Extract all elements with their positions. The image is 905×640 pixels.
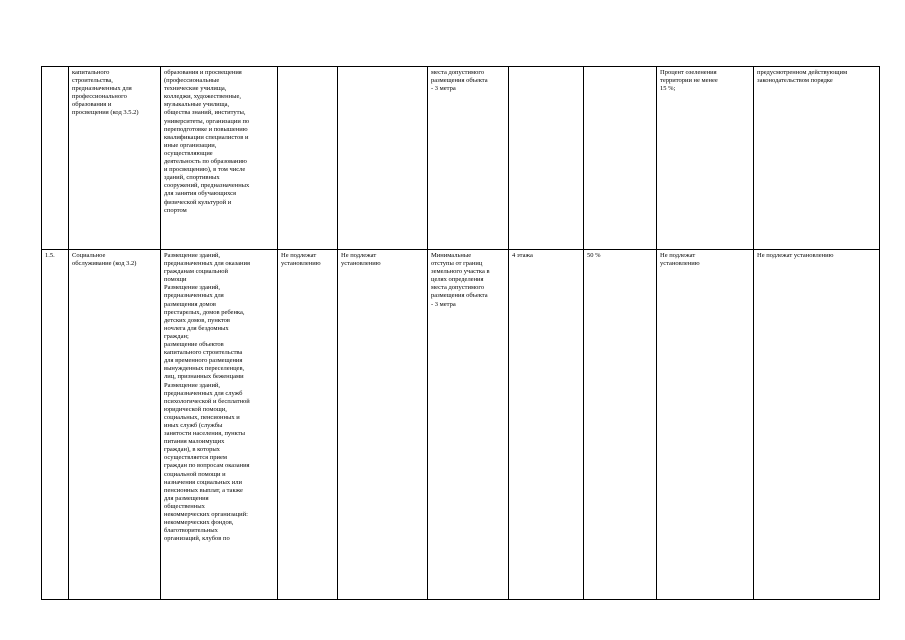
- cell-setback: места допустимого размещения объекта - 3 метра: [428, 67, 509, 250]
- cell-parameter: Не подлежат установлению: [278, 250, 338, 600]
- cell-greening: Не подлежат установлению: [657, 250, 754, 600]
- cell-parameter: Не подлежат установлению: [338, 250, 428, 600]
- cell-floors: 4 этажа: [509, 250, 584, 600]
- cell-permitted-use: Социальное обслуживание (код 3.2): [69, 250, 161, 600]
- cell-setback: Минимальные отступы от границ земельного участка в целях определения места допустимого размещения объекта - 3 метра: [428, 250, 509, 600]
- cell-coverage: [584, 67, 657, 250]
- zoning-table: [41, 66, 880, 600]
- cell-parameter: [338, 67, 428, 250]
- cell-use-description: Размещение зданий, предназначенных для оказания гражданам социальной помощи Размещение зданий, предназначенных для размещения домов престарелых, домов ребенка, детских домов, пунктов ночлега для бездомных граждан; размещение объектов капитального строительства для временного размещения вынужденных переселенцев, лиц, признанных беженцами Размещение зданий, предназначенных для служб психологической и бесплатной юридической помощи, социальных, пенсионных и иных служб (службы занятости населения, пункты питания малоимущих граждан), в которых осуществляется прием граждан по вопросам оказания социальной помощи и назначения социальных или пенсионных выплат, а также для размещения общественных некоммерческих организаций: некоммерческих фондов, благотворительных организаций, клубов по: [161, 250, 278, 600]
- cell-restrictions: предусмотренном действующим законодательством порядке: [754, 67, 880, 250]
- cell-greening: Процент озеленения территории не менее 15 %;: [657, 67, 754, 250]
- cell-floors: [509, 67, 584, 250]
- cell-permitted-use: капитального строительства, предназначенных для профессионального образования и просвещения (код 3.5.2): [69, 67, 161, 250]
- cell-coverage: 50 %: [584, 250, 657, 600]
- cell-use-description: образования и просвещения (профессиональные технические училища, колледжи, художественные, музыкальные училища, общества знаний, институты, университеты, организации по переподготовке и повышению квалификации специалистов и иные организации, осуществляющие деятельность по образованию и просвещению), в том числе зданий, спортивных сооружений, предназначенных для занятия обучающихся физической культурой и спортом: [161, 67, 278, 250]
- cell-parameter: [278, 67, 338, 250]
- table-row: [42, 67, 880, 250]
- cell-restrictions: Не подлежат установлению: [754, 250, 880, 600]
- table-row: [42, 250, 880, 600]
- cell-number: [42, 67, 69, 250]
- cell-number: 1.5.: [42, 250, 69, 600]
